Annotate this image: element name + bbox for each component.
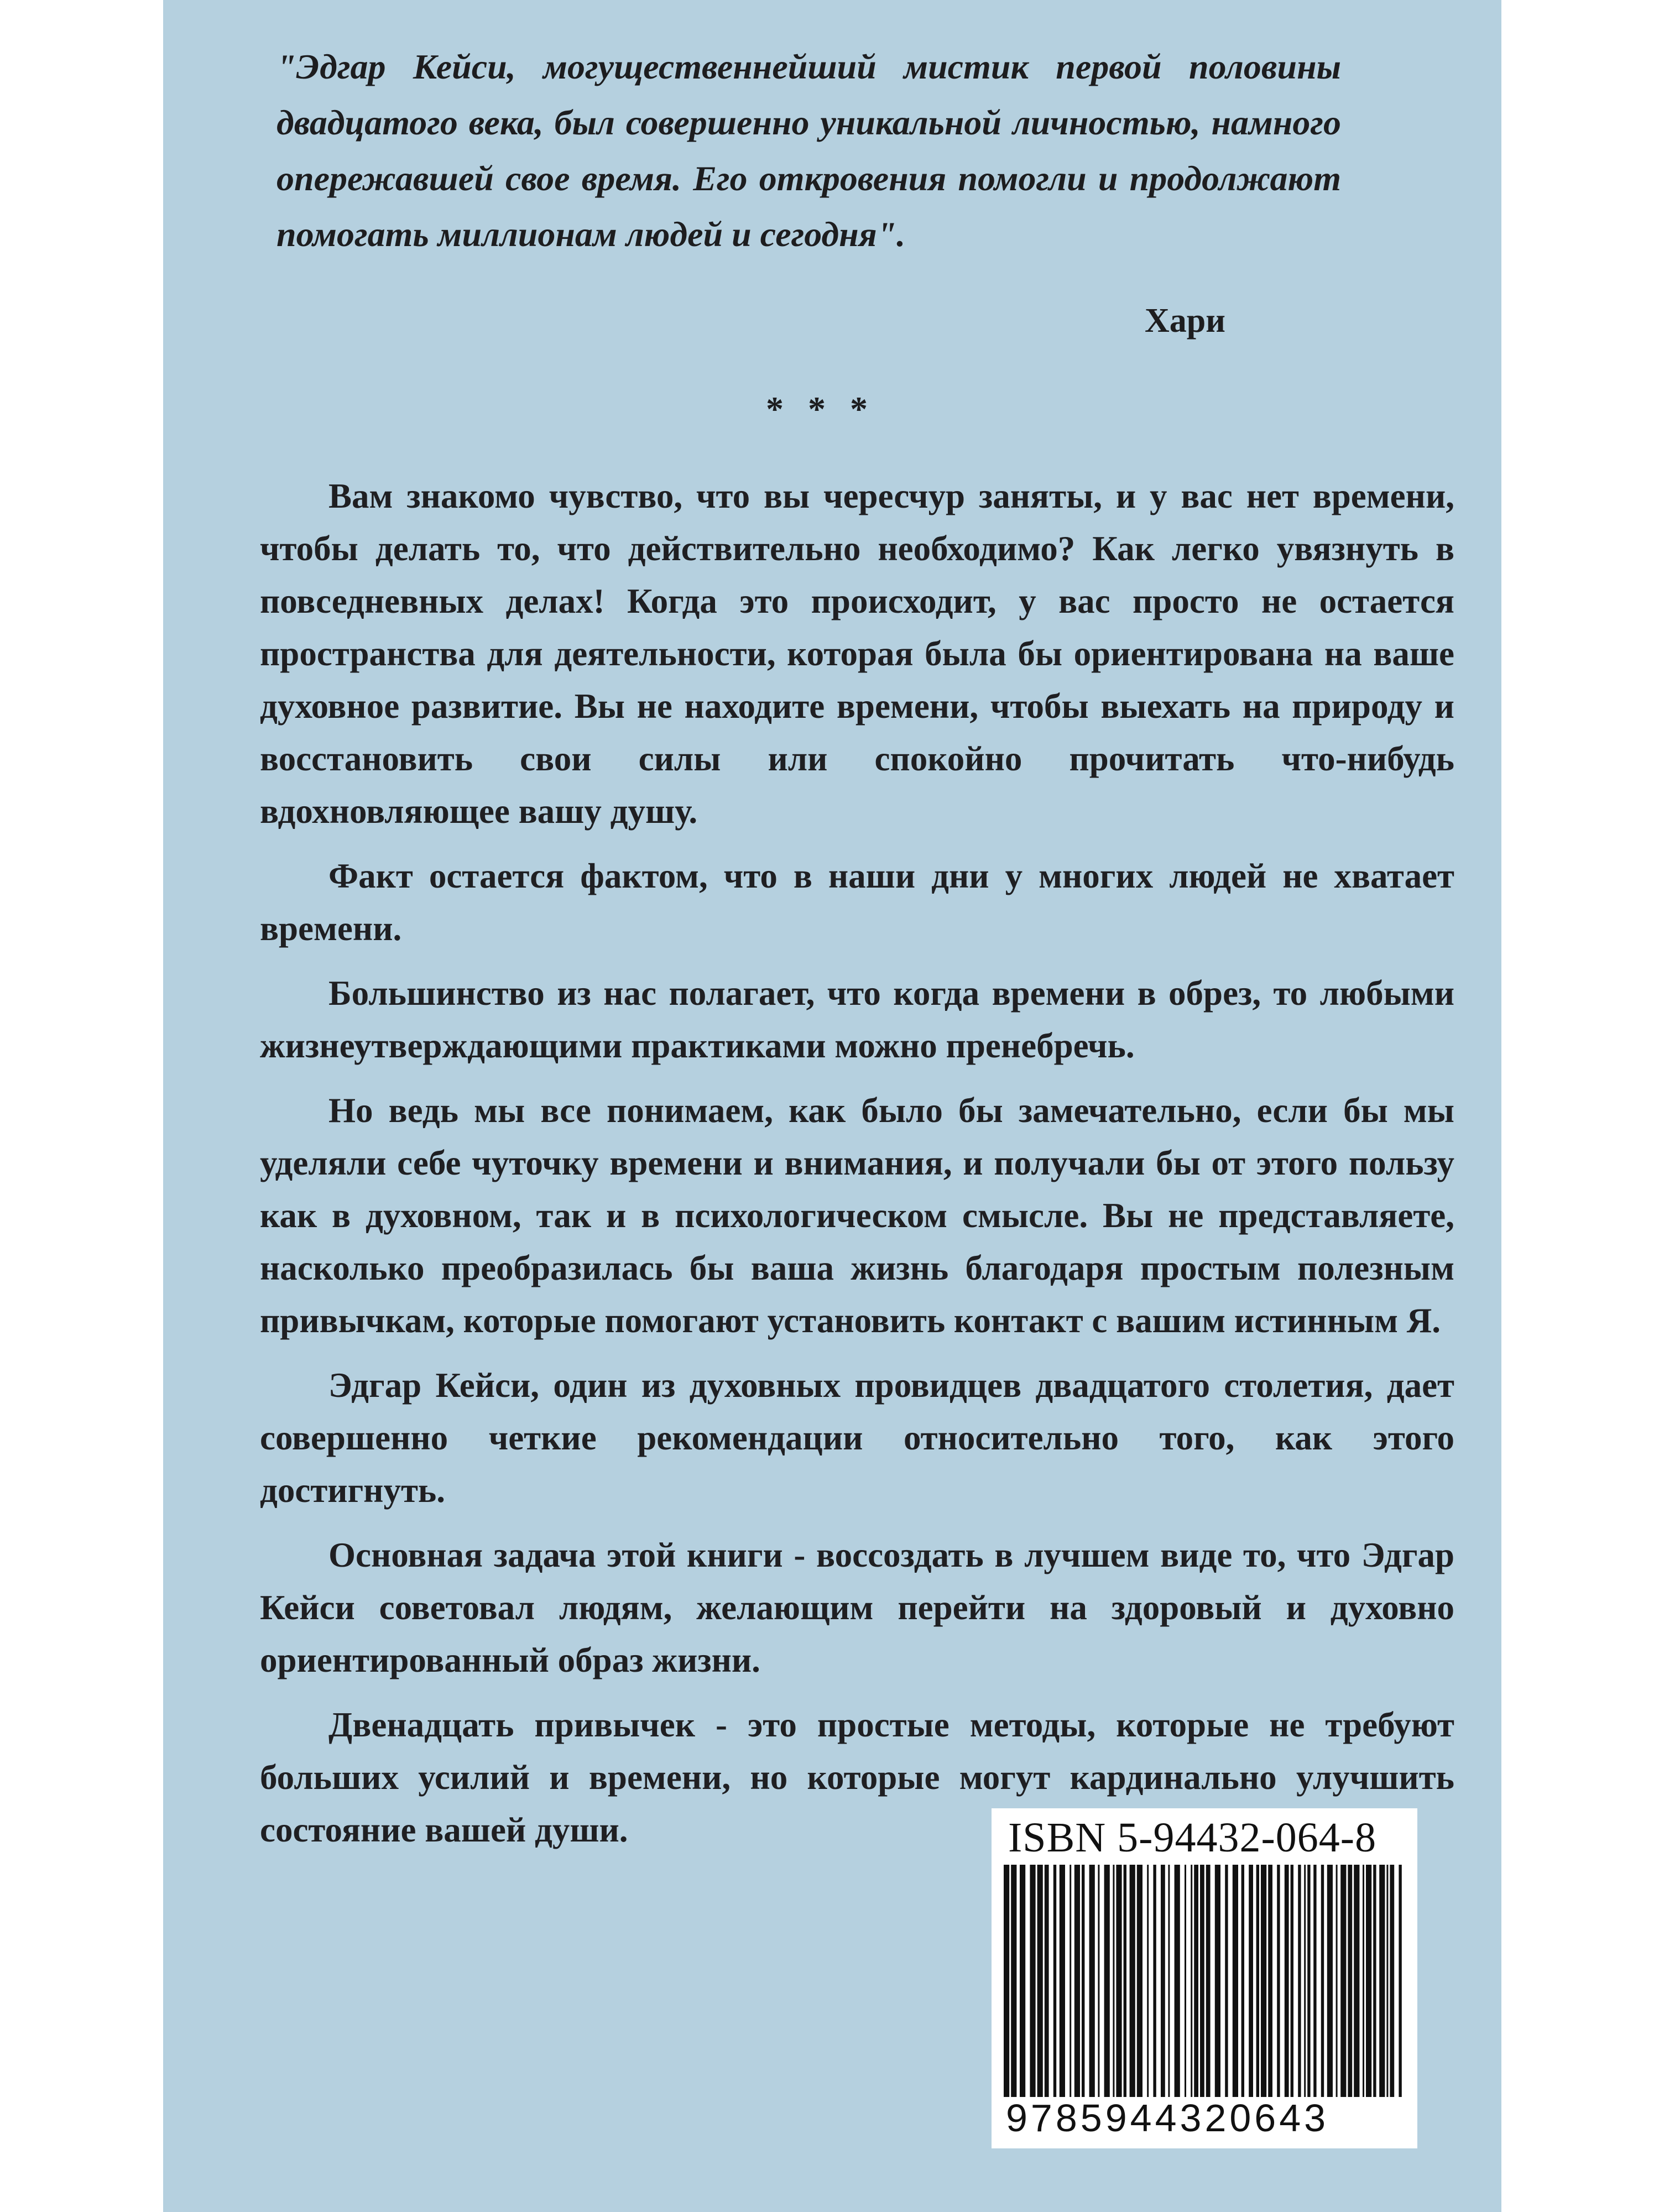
barcode-bar (1124, 1865, 1126, 2097)
barcode-bar (1386, 1865, 1388, 2097)
barcode-bar (1191, 1865, 1192, 2097)
barcode-bar (1241, 1865, 1244, 2097)
barcode-bar (1098, 1865, 1099, 2097)
barcode-bar (1053, 1865, 1056, 2097)
barcode-bar (1113, 1865, 1114, 2097)
barcode-bar (1215, 1865, 1220, 2097)
barcode-bar (1285, 1865, 1289, 2097)
barcode-bar (1130, 1865, 1135, 2097)
isbn-number: ISBN 5-94432-064-8 (1008, 1814, 1377, 1861)
barcode-bar (1348, 1865, 1352, 2097)
barcode-bar (1313, 1865, 1316, 2097)
barcode-bar (1354, 1865, 1359, 2097)
paragraph: Факт остается фактом, что в наши дни у многих людей не хватает времени. (260, 857, 1454, 948)
barcode-bar (1206, 1865, 1211, 2097)
barcode-bar (1379, 1865, 1385, 2097)
isbn-barcode-label (992, 1808, 1417, 2148)
barcode-bar (1137, 1865, 1142, 2097)
epigraph-quote: "Эдгар Кейси, могущественнейший мистик первой половины двадцатого века, был совершенно уникальной личностью, намного опережавшей свое время. Его откровения помогли и продолжают помогать миллионам людей и сегодня". (276, 47, 1341, 254)
barcode-bar (1020, 1865, 1025, 2097)
barcode-bar (1363, 1865, 1364, 2097)
paragraph: Но ведь мы все понимаем, как было бы замечательно, если бы мы уделяли себе чуточку времени и внимания, и получали бы от этого пользу как в духовном, так и в психологическом смысле. Вы не представляете, насколько преобразилась бы ваша жизнь благодаря простым полезным привычкам, которые помогают установить контакт с вашим истинным Я. (260, 1091, 1454, 1340)
epigraph-author: Хари (1145, 302, 1225, 340)
barcode-bar (1261, 1865, 1266, 2097)
barcode-bar (1104, 1865, 1110, 2097)
barcode-bar (1200, 1865, 1204, 2097)
barcode-bar (1340, 1865, 1346, 2097)
barcode-bar (1089, 1865, 1095, 2097)
barcode-bar (1233, 1865, 1238, 2097)
barcode-bar (1321, 1865, 1324, 2097)
barcode-bar (1074, 1865, 1080, 2097)
paragraph: Эдгар Кейси, один из духовных провидцев двадцатого столетия, дает совершенно четкие рекомендации относительно того, как этого достигнуть. (260, 1366, 1454, 1510)
barcode-bar (1390, 1865, 1394, 2097)
paragraph: Двенадцать привычек - это простые методы, которые не требуют больших усилий и времени, но которые могут кардинально улучшить состояние вашей души. (260, 1705, 1454, 1849)
barcode-bar (1116, 1865, 1121, 2097)
barcode-bar (1249, 1865, 1253, 2097)
ean-number: 9785944320643 (1006, 2096, 1329, 2140)
barcode-bar (1161, 1865, 1165, 2097)
barcode-bar (1030, 1865, 1035, 2097)
barcode-bar (1070, 1865, 1071, 2097)
barcode-bar (1373, 1865, 1376, 2097)
barcode-bar (1175, 1865, 1180, 2097)
barcode-bar (1185, 1865, 1186, 2097)
barcode-bar (1399, 1865, 1401, 2097)
barcode-bar (1045, 1865, 1049, 2097)
barcode-bar (1298, 1865, 1301, 2097)
barcode-bar (1256, 1865, 1259, 2097)
paragraph: Большинство из нас полагает, что когда времени в обрез, то любыми жизнеутверждающими практиками можно пренебречь. (260, 974, 1454, 1065)
barcode-bar (1194, 1865, 1198, 2097)
barcode-bar (1225, 1865, 1228, 2097)
barcode-icon (1001, 1865, 1407, 2097)
barcode-bar (1304, 1865, 1306, 2097)
barcode-bar (1336, 1865, 1338, 2097)
barcode-bar (1153, 1865, 1156, 2097)
barcode-bar (1307, 1865, 1310, 2097)
barcode-bar (1147, 1865, 1149, 2097)
barcode-bar (1327, 1865, 1333, 2097)
barcode-bar (1004, 1865, 1009, 2097)
barcode-bar (1082, 1865, 1084, 2097)
paragraph: Основная задача этой книги - воссоздать в лучшем виде то, что Эдгар Кейси советовал людям, желающим перейти на здоровый и духовно ориентированный образ жизни. (260, 1536, 1454, 1679)
barcode-bar (1291, 1865, 1293, 2097)
barcode-bar (1277, 1865, 1280, 2097)
paragraph: Вам знакомо чувство, что вы чересчур заняты, и у вас нет времени, чтобы делать то, что действительно необходимо? Как легко увязнуть в повседневных делах! Когда это происходит, у вас просто не остается пространства для деятельности, которая была бы ориентирована на ваше духовное развитие. Вы не находите времени, чтобы выехать на природу и восстановить свои силы или спокойно прочитать что-нибудь вдохновляющее вашу душу. (260, 477, 1454, 831)
barcode-bar (1037, 1865, 1043, 2097)
barcode-bar (1168, 1865, 1170, 2097)
section-separator: * * * (766, 389, 875, 429)
barcode-bar (1366, 1865, 1371, 2097)
annotation-text (260, 470, 1454, 1869)
barcode-bar (1268, 1865, 1272, 2097)
barcode-bar (1011, 1865, 1016, 2097)
barcode-bar (1060, 1865, 1065, 2097)
